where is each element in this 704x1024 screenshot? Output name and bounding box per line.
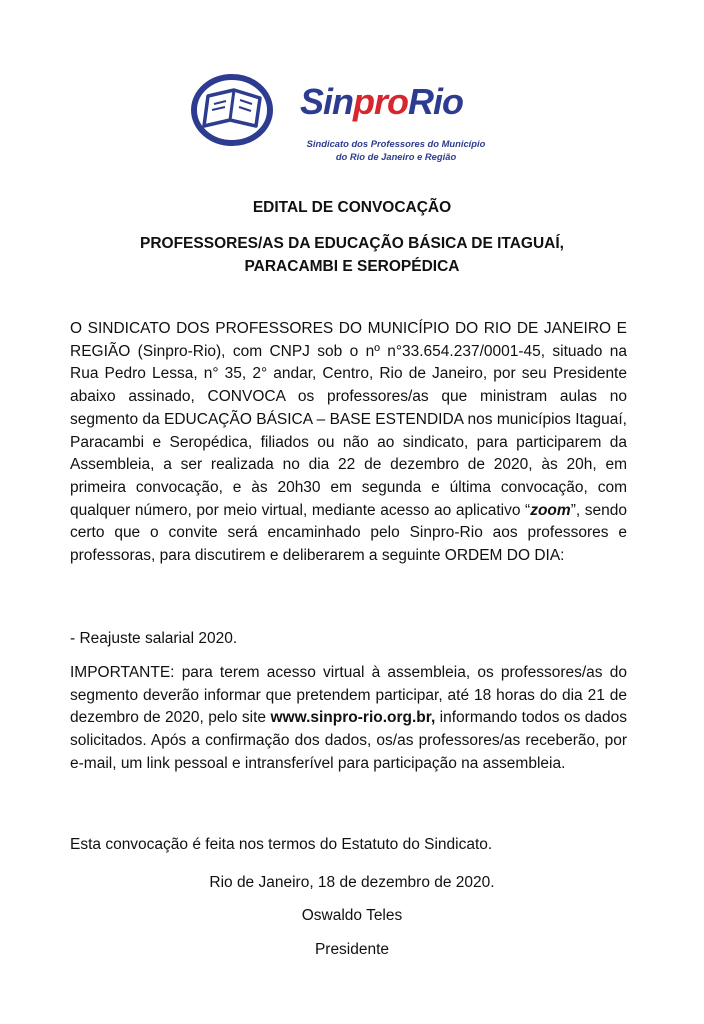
p3-text-b: informando todos os dados solicitados. Após a confirmação dos dados, os/as professores/as receberão, por e-mail, um link pessoal e intransferível para participação na assembleia.: [70, 709, 627, 772]
place-date: Rio de Janeiro, 18 de dezembro de 2020.: [209, 874, 495, 891]
tagline-line-2: do Rio de Janeiro e Região: [335, 151, 457, 162]
p3-text-a: IMPORTANTE: para terem acesso virtual à assembleia, os professores/as do segmento deverão informar que pretendem participar, até 18 horas do dia 21 de dezembro de 2020, pelo site: [70, 664, 627, 727]
site-link[interactable]: www.sinpro-rio.org.br,: [270, 709, 436, 727]
book-globe-icon: [190, 70, 290, 150]
signer-name: Oswaldo Teles: [301, 907, 403, 924]
convocation-paragraph: [70, 318, 627, 568]
brand-rio: Rio: [408, 81, 464, 122]
sinpro-rio-logo: [190, 70, 490, 170]
subtitle-line-1: PROFESSORES/AS DA EDUCAÇÃO BÁSICA DE ITAGUAÍ,: [140, 235, 564, 252]
logo-tagline: [300, 137, 492, 163]
p1-text-a: O SINDICATO DOS PROFESSORES DO MUNICÍPIO DO RIO DE JANEIRO E REGIÃO (Sinpro-Rio), com CNPJ sob o nº n°33.654.237/0001-45, situado na Rua Pedro Lessa, n° 35, 2° andar, Centro, Rio de Janeiro, por seu Presidente abaixo assinado, CONVOCA os professores/as que ministram aulas no segmento da EDUCAÇÃO BÁSICA – BASE ESTENDIDA nos municípios Itaguaí, Paracambi e Seropédica, filiados ou não ao sindicato, para participarem da Assembleia, a ser realizada no dia 22 de dezembro de 2020, às 20h, em primeira convocação, e às 20h30 em segunda e última convocação, com qualquer número, por meio virtual, mediante acesso ao aplicativo “: [70, 320, 627, 519]
zoom-app-name: zoom: [530, 501, 571, 519]
statute-paragraph: Esta convocação é feita nos termos do Estatuto do Sindicato.: [70, 836, 493, 853]
brand-pro: pro: [353, 81, 409, 122]
important-paragraph: [70, 662, 627, 776]
tagline-line-1: Sindicato dos Professores do Município: [306, 138, 486, 149]
signer-title: Presidente: [314, 941, 390, 958]
p1-text-b: ”, sendo certo que o convite será encaminhado pelo Sinpro-Rio aos professores e professoras, para discutirem e deliberarem a seguinte ORDEM DO DIA:: [70, 501, 627, 565]
subtitle-line-2: PARACAMBI E SEROPÉDICA: [244, 258, 460, 275]
document-subtitle: [0, 232, 704, 278]
brand-sin: Sin: [300, 81, 354, 122]
document-title: EDITAL DE CONVOCAÇÃO: [252, 199, 452, 216]
agenda-item: - Reajuste salarial 2020.: [70, 630, 238, 647]
brand-wordmark: [300, 81, 464, 122]
